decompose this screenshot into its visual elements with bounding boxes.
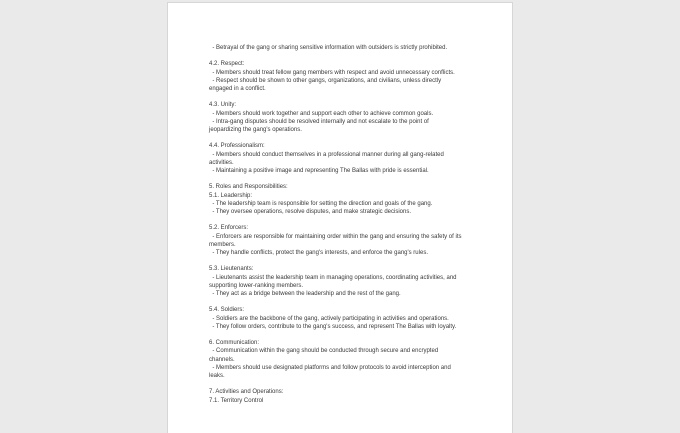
document-line [209, 134, 475, 142]
document-line: - They follow orders, contribute to the gang's success, and represent The Ballas with loyalty. [209, 323, 457, 330]
document-line: channels. [209, 356, 235, 363]
document-line [209, 175, 475, 183]
document-line: - Members should use designated platforms and follow protocols to avoid interception and [209, 364, 451, 371]
document-line [209, 257, 475, 265]
document-line: - Members should work together and support each other to achieve common goals. [209, 110, 434, 117]
document-line: supporting lower-ranking members. [209, 282, 304, 289]
document-line: leaks. [209, 373, 225, 379]
document-line: 5.1. Leadership: [209, 192, 253, 199]
document-line: - Enforcers are responsible for maintaining order within the gang and ensuring the safety of its [209, 233, 462, 240]
document-body [209, 44, 475, 405]
document-line [209, 380, 475, 388]
document-line: 4.2. Respect: [209, 61, 245, 68]
document-line: - Members should conduct themselves in a professional manner during all gang-related [209, 151, 444, 158]
document-line: engaged in a conflict. [209, 86, 266, 92]
document-line: - Communication within the gang should be conducted through secure and encrypted [209, 348, 439, 355]
document-line: 6. Communication: [209, 340, 260, 347]
document-line: - They act as a bridge between the leadership and the rest of the gang. [209, 291, 401, 297]
document-line: - Betrayal of the gang or sharing sensitive information with outsiders is strictly prohibited. [209, 45, 448, 51]
document-line: - The leadership team is responsible for setting the direction and goals of the gang. [209, 200, 433, 207]
document-line [209, 216, 475, 224]
document-line: - Members should treat fellow gang members with respect and avoid unnecessary conflicts. [209, 69, 455, 76]
document-line: 5.3. Lieutenants: [209, 266, 254, 273]
document-line: 7.1. Territory Control [209, 397, 264, 404]
document-line: - Respect should be shown to other gangs, organizations, and civilians, unless directly [209, 77, 442, 84]
document-line: 5.2. Enforcers: [209, 225, 249, 232]
document-line: 7. Activities and Operations: [209, 389, 284, 396]
document-line: jeopardizing the gang's operations. [209, 127, 302, 133]
document-line: 4.3. Unity: [209, 102, 237, 109]
document-line: - They handle conflicts, protect the gang's interests, and enforce the gang's rules. [209, 250, 428, 256]
document-line: - Soldiers are the backbone of the gang, actively participating in activities and operations. [209, 315, 449, 322]
document-line: - Intra-gang disputes should be resolved internally and not escalate to the point of [209, 118, 429, 125]
document-line [209, 52, 475, 60]
document-line: 5.4. Soldiers: [209, 307, 245, 314]
document-line [209, 331, 475, 339]
document-line: activities. [209, 159, 234, 166]
document-line: - Maintaining a positive image and representing The Ballas with pride is essential. [209, 168, 429, 174]
document-line: - Lieutenants assist the leadership team in managing operations, coordinating activities, and [209, 274, 457, 281]
document-line: members. [209, 241, 236, 248]
document-line: 4.4. Professionalism: [209, 143, 265, 150]
document-line [209, 298, 475, 306]
document-line [209, 93, 475, 101]
document-page [167, 2, 513, 433]
document-line: - They oversee operations, resolve disputes, and make strategic decisions. [209, 209, 412, 215]
document-line: 5. Roles and Responsibilities: [209, 184, 288, 191]
